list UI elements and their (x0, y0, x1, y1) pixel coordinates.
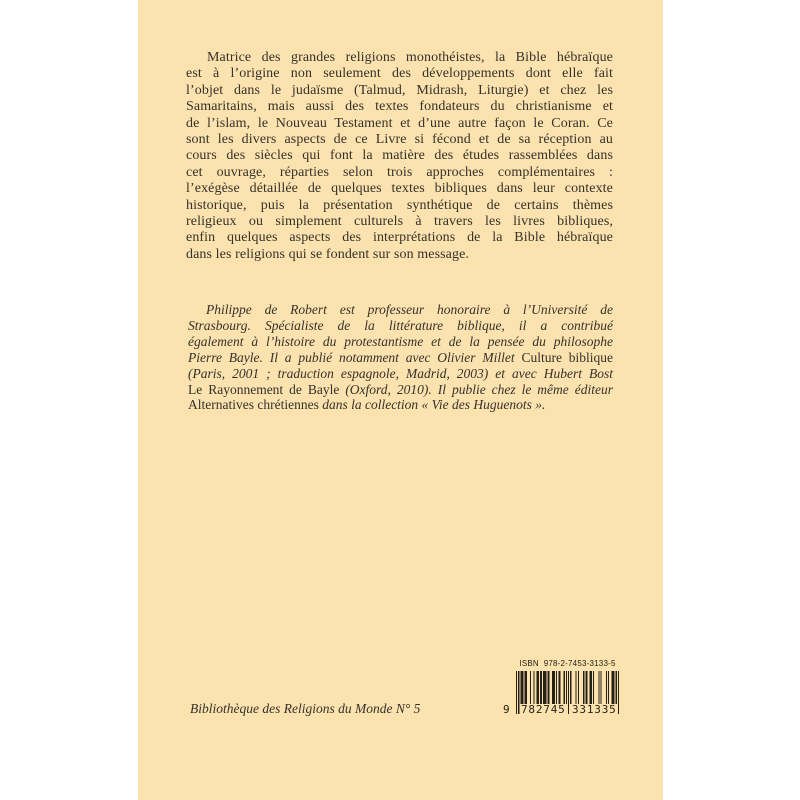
text-segment: est à l’origine non seulement des développements dont elle fait (186, 66, 613, 82)
text-line (188, 318, 613, 334)
text-segment: l’objet dans le judaïsme (Talmud, Midrash, Liturgie) et chez les (186, 82, 613, 98)
text-segment: également à l’histoire du protestantisme et de la pensée du philosophe (188, 333, 613, 349)
text-segment: (Oxford, 2010). Il publie chez le même éditeur (345, 381, 613, 397)
book-title-roman: Culture biblique (521, 349, 613, 365)
barcode-bar (585, 671, 587, 704)
book-back-cover (138, 0, 663, 800)
barcode-first-digit: 9 (503, 703, 511, 716)
barcode-bar (568, 671, 569, 714)
barcode-bar (611, 671, 614, 704)
text-segment: religieux ou simplement culturels à travers les livres bibliques, (186, 214, 613, 230)
text-segment: (Paris, 2001 ; traduction espagnole, Madrid, 2003) et avec Hubert Bost (188, 365, 613, 381)
text-line (186, 181, 613, 197)
text-line (186, 116, 613, 132)
text-segment: de l’islam, le Nouveau Testament et d’une autre façon le Coran. Ce (186, 115, 613, 131)
barcode-bar (556, 671, 557, 704)
barcode-bar (537, 671, 539, 704)
barcode-bar (564, 671, 565, 704)
text-segment: enfin quelques aspects des interprétations de la Bible hébraïque (186, 230, 613, 246)
text-line (186, 99, 613, 115)
barcode-bar (543, 671, 546, 704)
text-segment: sont les divers aspects de ce Livre si fécond et de sa réception au (186, 132, 613, 148)
text-line (188, 366, 613, 382)
text-line (186, 230, 613, 246)
text-line (186, 214, 613, 230)
barcode-bar (516, 671, 517, 714)
barcode-bar (530, 671, 531, 704)
text-line (186, 165, 613, 181)
text-segment: Matrice des grandes religions monothéistes, la Bible hébraïque (207, 50, 613, 65)
text-segment: l’exégèse détaillée de quelques textes bibliques dans leur contexte (186, 181, 613, 197)
text-segment: Samaritains, mais aussi des textes fondateurs du christianisme et (186, 99, 613, 115)
text-line (188, 350, 613, 366)
text-segment: Strasbourg. Spécialiste de la littérature biblique, il a contribué (188, 317, 613, 333)
book-title-roman: Alternatives chrétiennes (188, 397, 323, 413)
barcode-bar (520, 671, 523, 704)
barcode-bar (593, 671, 594, 704)
text-segment: dans les religions qui se fondent sur son message. (186, 246, 470, 262)
text-segment: Pierre Bayle. Il a publié notamment avec Olivier Millet (188, 349, 522, 365)
text-line (186, 83, 613, 99)
barcode-bar (590, 671, 592, 704)
barcode-bar (525, 671, 527, 704)
ean-barcode (503, 671, 621, 715)
author-bio (188, 302, 613, 413)
barcode-digits-left: 782745 (521, 703, 566, 716)
text-segment: cet ouvrage, réparties selon trois approches complémentaires : (186, 164, 613, 180)
barcode-bar (576, 671, 577, 704)
book-title-roman: Le Rayonnement de Bayle (188, 381, 346, 397)
barcode-bar (578, 671, 579, 704)
text-line (186, 66, 613, 82)
text-segment: historique, puis la présentation synthétique de certains thèmes (186, 197, 613, 213)
text-line (188, 382, 613, 398)
barcode-bar (540, 671, 542, 704)
barcode-bar (606, 671, 607, 704)
barcode-bar (608, 671, 609, 704)
text-line (186, 132, 613, 148)
text-line (186, 198, 613, 214)
barcode-bar (601, 671, 602, 704)
barcode-bar (598, 671, 599, 704)
text-segment: Philippe de Robert est professeur honoraire à l’Université de (206, 302, 613, 317)
isbn-label: ISBN 978-2-7453-3133-5 (519, 659, 616, 668)
text-segment: dans la collection « Vie des Huguenots ». (322, 397, 546, 413)
text-line (188, 397, 613, 413)
book-description (186, 50, 613, 263)
text-line (188, 302, 613, 318)
barcode-bar (547, 671, 549, 704)
barcode-digits-right: 331335 (572, 703, 617, 716)
barcode-bar (533, 671, 534, 704)
text-line (188, 334, 613, 350)
barcode-bar (583, 671, 584, 704)
text-segment: cours des siècles qui font la matière des études rassemblées dans (186, 148, 613, 164)
barcode-bar (558, 671, 560, 704)
collection-title: Bibliothèque des Religions du Monde N° 5 (190, 701, 421, 716)
text-line (186, 247, 613, 263)
barcode-bar (552, 671, 555, 704)
text-line (186, 50, 613, 66)
text-line (186, 148, 613, 164)
barcode-bar (570, 671, 571, 704)
barcode-bar (618, 671, 619, 714)
isbn-barcode-block (503, 658, 621, 715)
